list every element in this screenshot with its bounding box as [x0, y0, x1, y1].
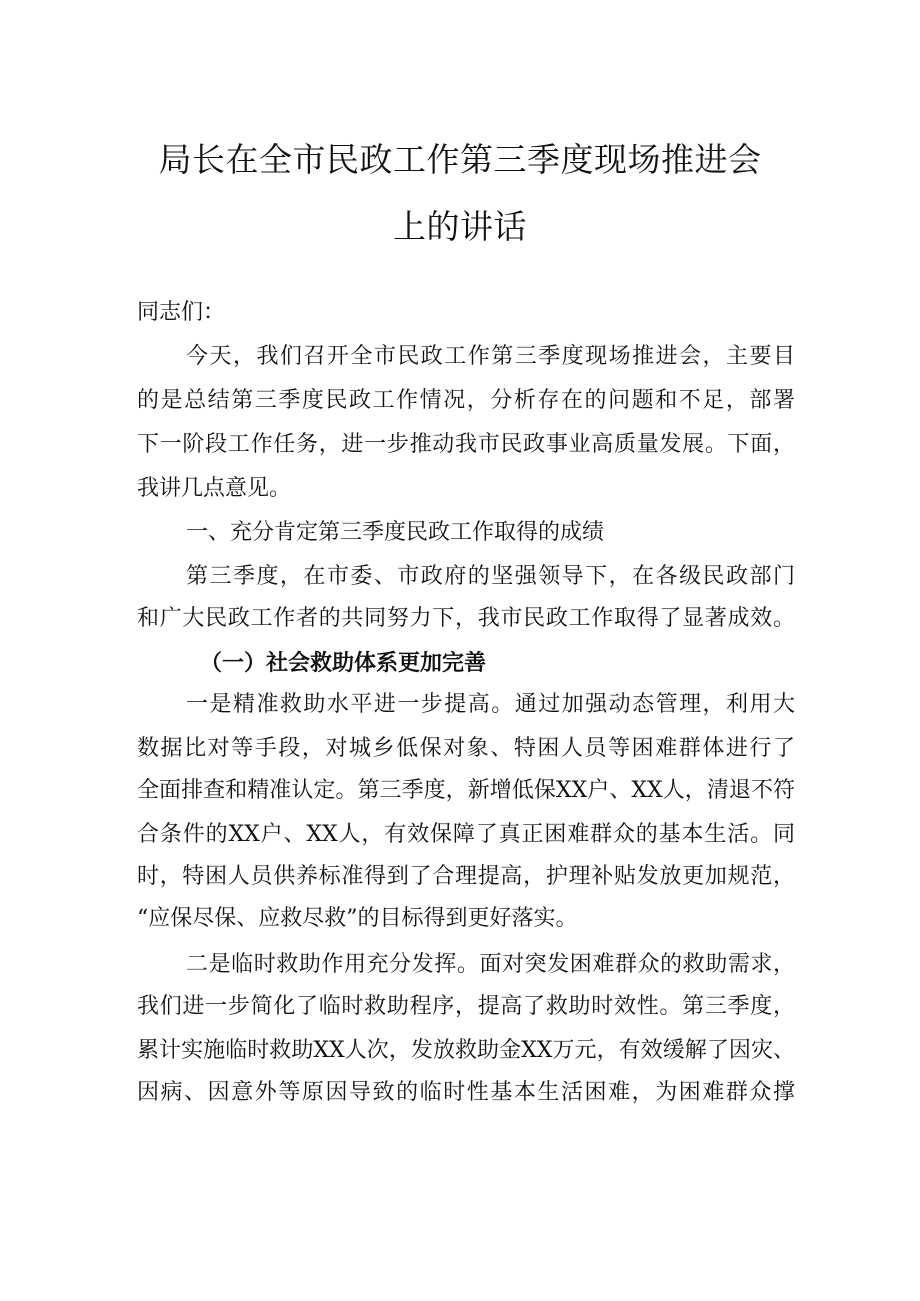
point-1-line: 全面排查和精准认定。第三季度，新增低保XX户、XX人，清退不符	[137, 778, 795, 803]
point-1-line: “应保尽保、应救尽救”的目标得到更好落实。	[137, 906, 578, 931]
point-2-line: 累计实施临时救助XX人次，发放救助金XX万元，有效缓解了因灾、	[137, 1038, 795, 1063]
point-1-line: 一是精准救助水平进一步提高。通过加强动态管理，利用大	[186, 692, 795, 717]
salutation: 同志们：	[137, 300, 226, 325]
intro-line: 我讲几点意见。	[137, 476, 292, 501]
point-2-line: 我们进一步简化了临时救助程序，提高了救助时效性。第三季度，	[137, 994, 795, 1019]
point-2-line: 二是临时救助作用充分发挥。面对突发困难群众的救助需求，	[186, 952, 795, 977]
intro-line: 的是总结第三季度民政工作情况，分析存在的问题和不足，部署	[137, 388, 795, 413]
section-paragraph-line: 第三季度，在市委、市政府的坚强领导下，在各级民政部门	[186, 564, 795, 589]
section-heading: 一、充分肯定第三季度民政工作取得的成绩	[186, 520, 605, 545]
subsection-heading: （一）社会救助体系更加完善	[200, 650, 487, 676]
section-paragraph-line: 和广大民政工作者的共同努力下，我市民政工作取得了显著成效。	[137, 606, 795, 631]
point-1-line: 数据比对等手段，对城乡低保对象、特困人员等困难群体进行了	[137, 736, 795, 761]
point-1-line: 合条件的XX户、XX人，有效保障了真正困难群众的基本生活。同	[137, 822, 795, 847]
point-2-line: 因病、因意外等原因导致的临时性基本生活困难，为困难群众撑	[137, 1080, 795, 1105]
document-title-line-1: 局长在全市民政工作第三季度现场推进会	[158, 140, 762, 179]
document-title-line-2: 上的讲话	[393, 207, 527, 246]
intro-line: 下一阶段工作任务，进一步推动我市民政事业高质量发展。下面，	[137, 432, 795, 457]
point-1-line: 时，特困人员供养标准得到了合理提高，护理补贴发放更加规范，	[137, 864, 795, 889]
intro-line: 今天，我们召开全市民政工作第三季度现场推进会，主要目	[186, 344, 795, 369]
